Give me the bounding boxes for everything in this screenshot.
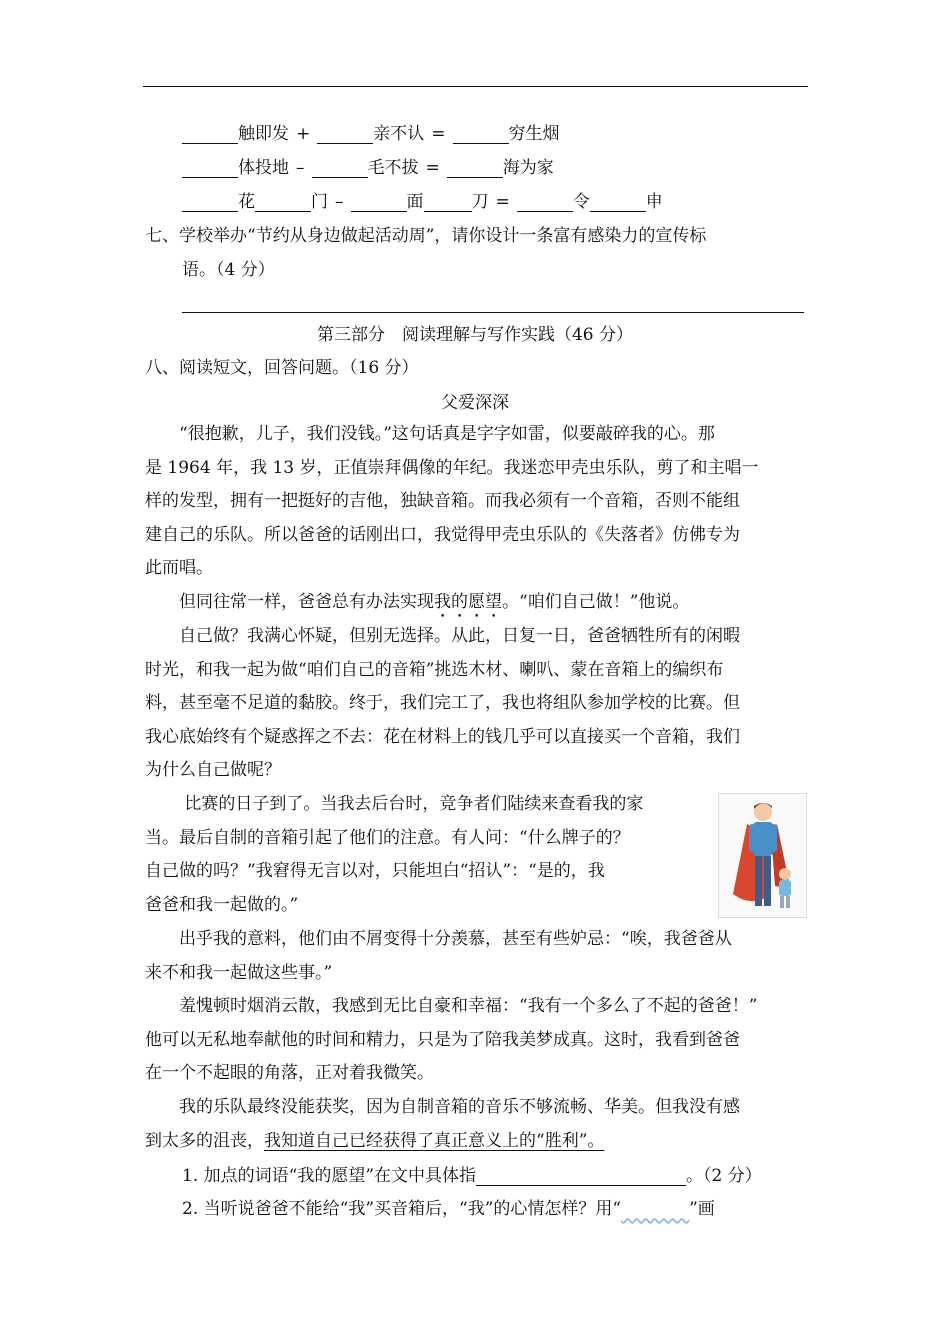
idiom-fragment: 海为家 [502,158,554,178]
idiom-row-1 [182,124,560,144]
story-paragraph-1 [145,418,807,586]
question-text: 1. 加点的词语“我的愿望”在文中具体指 [182,1166,477,1186]
story-paragraph-4 [145,788,710,922]
text-line: 建自己的乐队。所以爸爸的话刚出口，我觉得甲壳虫乐队的《失落者》仿佛专为 [145,524,740,545]
story-paragraph-2 [145,586,807,622]
text-line: 当。最后自制的音箱引起了他们的注意。有人问：“什么牌子的？ [145,827,630,848]
question-7-line-1: 七、学校举办“节约从身边做起活动周”，请你设计一条富有感染力的宣传标 [145,226,707,246]
story-paragraph-5 [145,923,807,990]
text-run: 到太多的沮丧， [145,1130,264,1151]
answer-blank[interactable] [317,125,373,144]
text-run: 。“咱们自己做！”他说。 [502,592,690,612]
idiom-fragment: 触即发 [238,124,289,144]
equals-sign: = [425,158,440,178]
idiom-fragment: 亲不认 [373,124,425,144]
question-1 [182,1166,762,1186]
idiom-fragment: 令 [572,192,590,212]
text-line: 自己做？我满心怀疑，但别无选择。从此，日复一日，爸爸牺牲所有的闲暇 [145,626,740,646]
text-line: 料，甚至毫不足道的黏胶。终于，我们完工了，我也将组队参加学校的比赛。但 [145,693,740,713]
idiom-fragment: 刀 [471,192,489,212]
question-score: 。（2 分） [686,1166,762,1186]
answer-blank[interactable] [182,193,238,212]
idiom-fragment: 穷生烟 [508,124,560,144]
text-run: 但同往常一样，爸爸总有办法实现 [145,592,434,612]
text-line: 是 1964 年，我 13 岁，正值崇拜偶像的年纪。我迷恋甲壳虫乐队，剪了和主唱一 [145,457,759,478]
text-line: “很抱歉，儿子，我们没钱。”这句话真是字字如雷，似要敲碎我的心。那 [145,424,715,444]
text-line: 爸爸和我一起做的。” [145,894,299,915]
slogan-answer-line[interactable] [182,312,804,313]
answer-blank[interactable] [590,193,646,212]
idiom-row-3 [182,192,663,212]
answer-blank[interactable] [517,193,573,212]
text-line: 他可以无私地奉献他的时间和精力，只是为了陪我美梦成真。这时，我看到爸爸 [145,1029,740,1050]
text-line: 自己做的吗？”我窘得无言以对，只能坦白“招认”：“是的，我 [145,861,605,881]
minus-sign: – [335,192,344,212]
question-7-line-2: 语。（4 分） [182,260,275,280]
dotted-phrase: 我的愿望 [434,592,502,612]
text-line: 我心底始终有个疑惑挥之不去：花在材料上的钱几乎可以直接买一个音箱，我们 [145,726,740,747]
story-title: 父爱深深 [441,393,509,413]
text-line: 样的发型，拥有一把挺好的吉他，独缺音箱。而我必须有一个音箱，否则不能组 [145,491,740,511]
answer-blank[interactable] [476,1167,686,1186]
text-line: 此而唱。 [145,558,213,578]
wavy-underline-sample [621,1199,689,1219]
story-paragraph-3 [145,620,807,788]
question-2 [182,1199,715,1219]
text-line: 为什么自己做呢？ [145,760,281,780]
father-son-illustration [718,793,807,918]
answer-blank[interactable] [351,193,407,212]
text-line: 我的乐队最终没能获奖，因为自制音箱的音乐不够流畅、华美。但我没有感 [145,1097,740,1117]
answer-blank[interactable] [453,125,509,144]
answer-blank[interactable] [447,159,503,178]
question-text: ”画 [689,1199,715,1219]
text-line: 出乎我的意料，他们由不屑变得十分羡慕，甚至有些妒忌：“唉，我爸爸从 [145,929,732,949]
header-rule [143,86,808,87]
equals-sign: = [431,124,446,144]
text-line [145,586,807,622]
question-8-heading: 八、阅读短文，回答问题。（16 分） [145,358,419,378]
idiom-fragment: 申 [645,192,663,212]
text-line: 在一个不起眼的角落，正对着我微笑。 [145,1063,434,1083]
equals-sign: = [495,192,510,212]
text-line: 来不和我一起做这些事。” [145,962,333,983]
plus-sign: + [296,124,311,144]
text-line: 时光，和我一起为做“咱们自己的音箱”挑选木材、喇叭、蒙在音箱上的编织布 [145,659,724,680]
story-paragraph-6 [145,990,807,1091]
answer-blank[interactable] [312,159,368,178]
text-line: 羞愧顿时烟消云散，我感到无比自豪和幸福：“我有一个多么了不起的爸爸！” [145,996,758,1016]
idiom-fragment: 体投地 [238,158,289,178]
section-heading: 第三部分 阅读理解与写作实践（46 分） [316,325,634,345]
superhero-dad-icon [719,794,806,917]
underlined-sentence: 我知道自己已经获得了真正意义上的“胜利”。 [264,1130,605,1151]
idiom-fragment: 毛不拔 [367,158,419,178]
minus-sign: – [296,158,305,178]
answer-blank[interactable] [255,193,311,212]
idiom-row-2 [182,158,554,178]
answer-blank[interactable] [424,193,472,212]
idiom-fragment: 花 [238,192,255,212]
answer-blank[interactable] [182,159,238,178]
text-line [145,1125,807,1159]
text-line: 比赛的日子到了。当我去后台时，竞争者们陆续来查看我的家 [145,794,644,814]
idiom-fragment: 面 [406,192,424,212]
question-text: 2. 当听说爸爸不能给“我”买音箱后，“我”的心情怎样？用“ [182,1199,622,1219]
answer-blank[interactable] [182,125,238,144]
story-paragraph-7 [145,1091,807,1158]
idiom-fragment: 门 [311,192,328,212]
